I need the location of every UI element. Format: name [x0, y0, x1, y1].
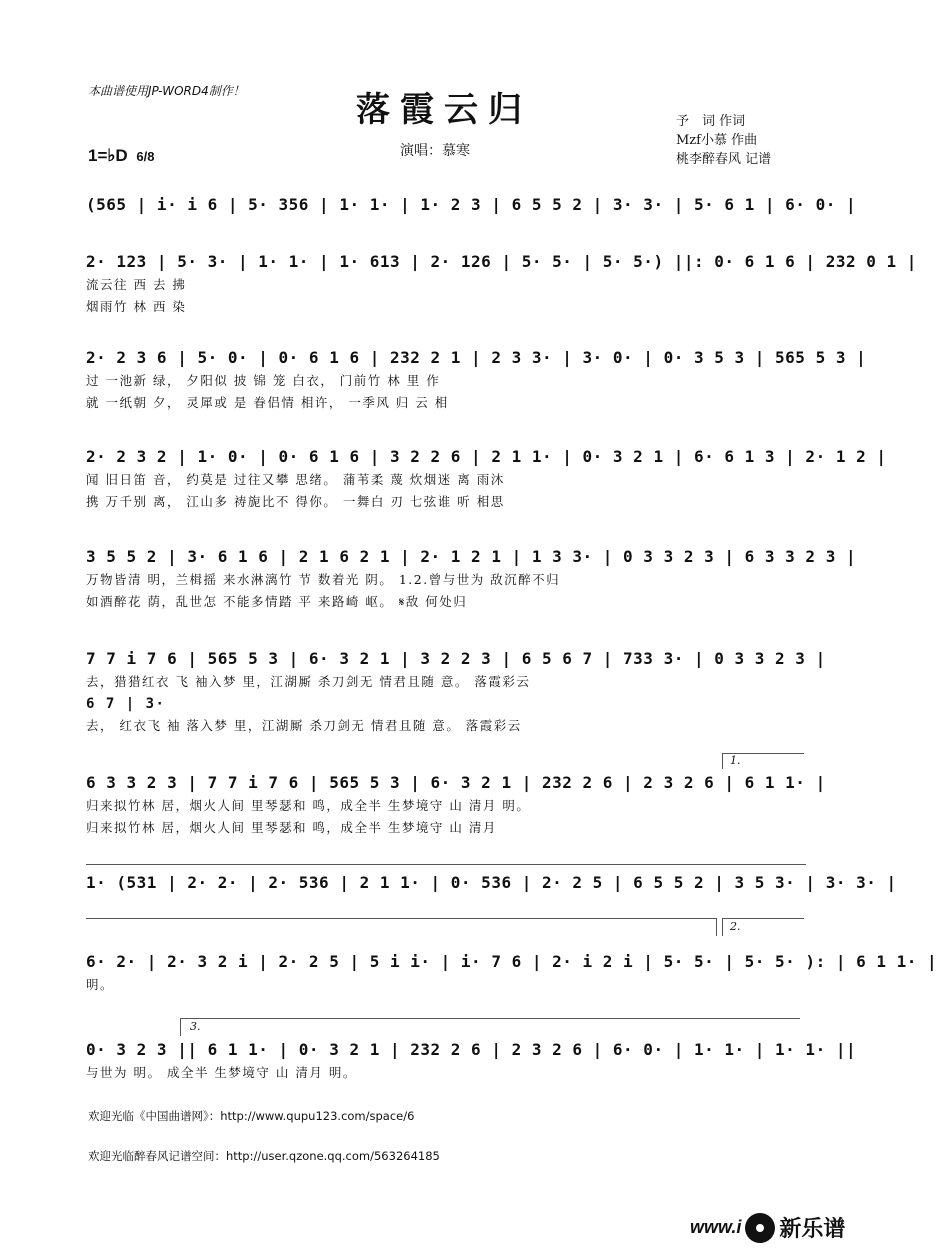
lyric-verse-1: 闻 旧日笛 音， 约莫是 过往又攀 思绪。 蒲苇柔 蔑 炊烟迷 离 雨沐 — [86, 472, 505, 487]
alternate-notes: 6 7 | 3· — [86, 696, 166, 712]
lyric-verse-2: 携 万千别 离， 江山多 祷旎比不 得你。 一舞白 刃 七弦谁 听 相思 — [86, 494, 505, 509]
music-line: (565 | i· i 6 | 5· 356 | 1· 1· | 1· 2 3 | 6 5 5 2 | 3· 3· | 5· 6 1 | 6· 0· | — [86, 195, 857, 214]
music-line: 3 5 5 2 | 3· 6 1 6 | 2 1 6 2 1 | 2· 1 2 1 | 1 3 3· | 0 3 3 2 3 | 6 3 3 2 3 | — [86, 547, 857, 566]
ending-2-label: 2. — [730, 920, 741, 933]
lyric-verse-1: 与世为 明。 成全半 生梦境守 山 清月 明。 — [86, 1065, 357, 1080]
score-system-1 — [86, 193, 857, 217]
score-system-8 — [86, 871, 897, 895]
score-system-7 — [86, 771, 826, 839]
music-line: 1· (531 | 2· 2· | 2· 536 | 2 1 1· | 0· 536 | 2· 2 5 | 6 5 5 2 | 3 5 3· | 3· 3· | — [86, 873, 897, 892]
ending-1-bracket-edge — [722, 753, 723, 769]
lyric-verse-1: 明。 — [86, 977, 115, 992]
ending-2-bracket-edge — [722, 918, 723, 936]
score-system-6 — [86, 647, 826, 737]
logo-brand: 新乐谱 — [779, 1217, 846, 1242]
music-line: 2· 2 3 6 | 5· 0· | 0· 6 1 6 | 232 2 1 | 2 3 3· | 3· 0· | 0· 3 5 3 | 565 5 3 | — [86, 348, 867, 367]
lyricist-credit: 予 词 作词 — [676, 114, 746, 129]
site-logo[interactable] — [690, 1212, 845, 1243]
lyric-verse-1: 万物皆清 明，兰楫摇 来水淋漓竹 节 数着光 阴。 1.2.曾与世为 敌沉醉不归 — [86, 572, 561, 587]
software-note: 本曲谱使用JP-WORD4制作！ — [88, 84, 245, 98]
ending-3-bracket — [180, 1018, 800, 1019]
song-title: 落霞云归 — [356, 90, 532, 130]
score-system-3 — [86, 346, 867, 414]
music-line: 2· 123 | 5· 3· | 1· 1· | 1· 613 | 2· 126 | 5· 5· | 5· 5·) ||: 0· 6 1 6 | 232 0 1 | — [86, 252, 917, 271]
footer-site-link-2[interactable]: 欢迎光临醉春风记谱空间：http://user.qzone.qq.com/563264185 — [88, 1149, 440, 1163]
ending-1-continuation — [86, 864, 806, 865]
lyric-verse-1: 去，猎猎红衣 飞 袖入梦 里，江湖厮 杀刀剑无 情君且随 意。 落霞彩云 — [86, 674, 531, 689]
credits-block — [676, 112, 771, 169]
key-label: 1=♭D — [88, 146, 128, 165]
time-signature: 6/8 — [136, 149, 155, 164]
score-system-2 — [86, 250, 917, 318]
logo-www: www.i — [690, 1217, 742, 1237]
music-line: 0· 3 2 3 || 6 1 1· | 0· 3 2 1 | 232 2 6 | 2 3 2 6 | 6· 0· | 1· 1· | 1· 1· || — [86, 1040, 857, 1059]
ending-2-bracket — [722, 918, 804, 919]
ending-1-close — [716, 918, 717, 936]
key-signature — [88, 146, 155, 166]
lyric-verse-1: 归来拟竹林 居，烟火人间 里琴瑟和 鸣，成全半 生梦境守 山 清月 明。 — [86, 798, 531, 813]
ending-1-continuation-2 — [86, 918, 716, 919]
ending-3-label: 3. — [190, 1020, 201, 1033]
music-line: 7 7 i 7 6 | 565 5 3 | 6· 3 2 1 | 3 2 2 3 | 6 5 6 7 | 733 3· | 0 3 3 2 3 | — [86, 649, 826, 668]
score-system-4 — [86, 445, 887, 513]
record-disc-icon — [745, 1213, 775, 1243]
ending-1-label: 1. — [730, 754, 741, 767]
composer-credit: Mzf小慕 作曲 — [676, 133, 758, 148]
lyric-verse-1: 过 一池新 绿， 夕阳似 披 锦 笼 白衣， 门前竹 林 里 作 — [86, 373, 441, 388]
music-line: 6· 2· | 2· 3 2 i | 2· 2 5 | 5 i i· | i· 7 6 | 2· i 2 i | 5· 5· | 5· 5· ): | 6 1 1· | — [86, 952, 937, 971]
lyric-verse-2: 去， 红衣飞 袖 落入梦 里，江湖厮 杀刀剑无 情君且随 意。 落霞彩云 — [86, 718, 522, 733]
lyric-verse-2: 烟雨竹 林 西 染 — [86, 299, 187, 314]
music-line: 6 3 3 2 3 | 7 7 i 7 6 | 565 5 3 | 6· 3 2 1 | 232 2 6 | 2 3 2 6 | 6 1 1· | — [86, 773, 826, 792]
footer-site-link-1[interactable]: 欢迎光临《中国曲谱网》：http://www.qupu123.com/space/6 — [88, 1109, 415, 1123]
lyric-verse-2: 归来拟竹林 居，烟火人间 里琴瑟和 鸣，成全半 生梦境守 山 清月 — [86, 820, 497, 835]
transcriber-credit: 桃李醉春风 记谱 — [676, 152, 772, 167]
score-system-9 — [86, 950, 937, 996]
singer-credit: 演唱：慕寒 — [400, 143, 470, 159]
music-line: 2· 2 3 2 | 1· 0· | 0· 6 1 6 | 3 2 2 6 | 2 1 1· | 0· 3 2 1 | 6· 6 1 3 | 2· 1 2 | — [86, 447, 887, 466]
ending-3-bracket-edge — [180, 1018, 181, 1036]
lyric-verse-1: 流云往 西 去 拂 — [86, 277, 187, 292]
lyric-verse-2: 如酒醉花 荫，乱世怎 不能多情踏 平 来路崎 岖。 𝄋敌 何处归 — [86, 594, 468, 609]
score-system-10 — [86, 1038, 857, 1084]
score-system-5 — [86, 545, 857, 613]
lyric-verse-2: 就 一纸朝 夕， 灵犀或 是 眷侣情 相许， 一季风 归 云 相 — [86, 395, 449, 410]
